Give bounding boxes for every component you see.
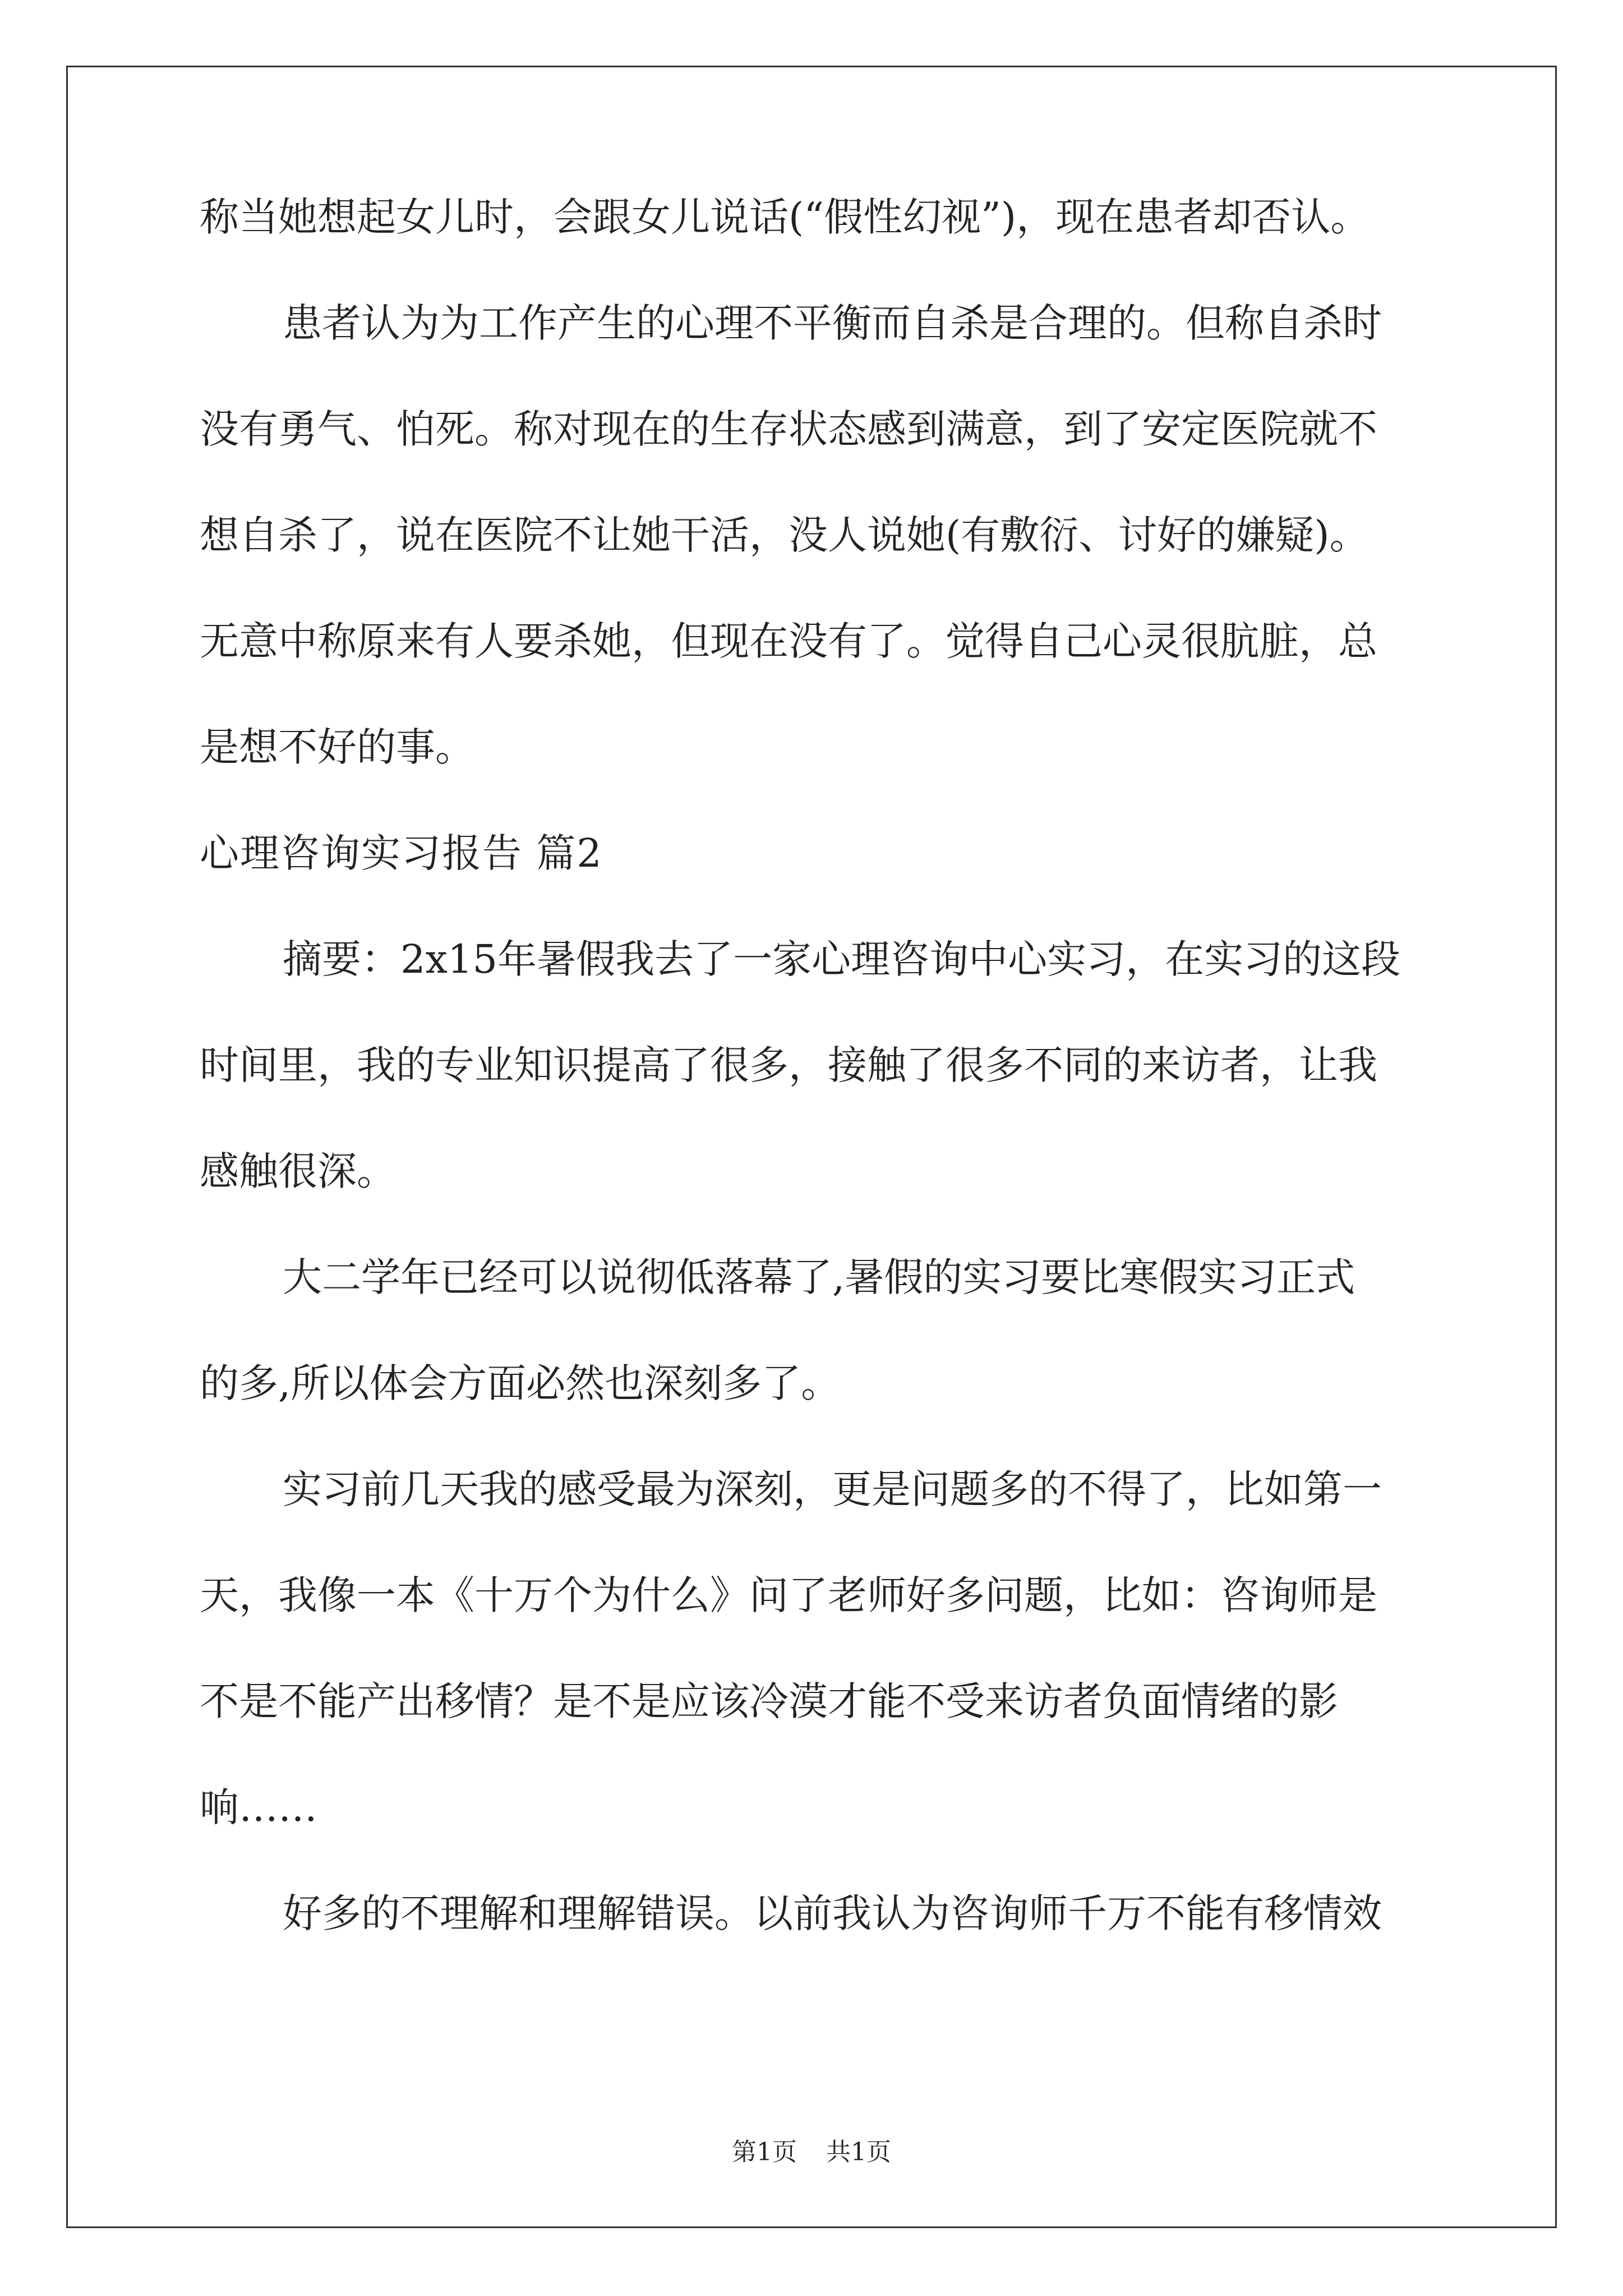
text-line: 无意中称原来有人要杀她，但现在没有了。觉得自己心灵很肮脏，总 [200, 618, 1377, 664]
text-line: 不是不能产出移情？是不是应该冷漠才能不受来访者负面情绪的影 [200, 1678, 1338, 1724]
page-number: 第1页 [732, 2138, 797, 2166]
text-line: 是想不好的事。 [200, 724, 474, 770]
text-line: 没有勇气、怕死。称对现在的生存状态感到满意，到了安定医院就不 [200, 406, 1377, 452]
text-line: 感触很深。 [200, 1148, 396, 1194]
text-line: 响…… [200, 1784, 317, 1830]
text-line: 摘要：2x15年暑假我去了一家心理咨询中心实习，在实习的这段 [283, 936, 1401, 982]
text-line: 好多的不理解和理解错误。以前我认为咨询师千万不能有移情效 [283, 1890, 1382, 1936]
page-total: 共1页 [826, 2138, 891, 2166]
text-line: 想自杀了，说在医院不让她干活，没人说她(有敷衍、讨好的嫌疑)。 [200, 512, 1369, 558]
text-line: 的多,所以体会方面必然也深刻多了。 [200, 1360, 841, 1406]
text-line: 时间里，我的专业知识提高了很多，接触了很多不同的来访者，让我 [200, 1042, 1377, 1088]
text-line: 称当她想起女儿时，会跟女儿说话(“假性幻视”)，现在患者却否认。 [200, 194, 1370, 240]
document-body [200, 191, 1450, 1993]
text-line: 大二学年已经可以说彻低落幕了,暑假的实习要比寒假实习正式 [283, 1254, 1355, 1300]
section-heading: 心理咨询实习报告 篇2 [200, 830, 603, 876]
page-footer [0, 2132, 1623, 2168]
text-line: 患者认为为工作产生的心理不平衡而自杀是合理的。但称自杀时 [283, 300, 1382, 346]
text-line: 实习前几天我的感受最为深刻，更是问题多的不得了，比如第一 [283, 1466, 1382, 1512]
text-line: 天，我像一本《十万个为什么》问了老师好多问题，比如：咨询师是 [200, 1572, 1377, 1618]
